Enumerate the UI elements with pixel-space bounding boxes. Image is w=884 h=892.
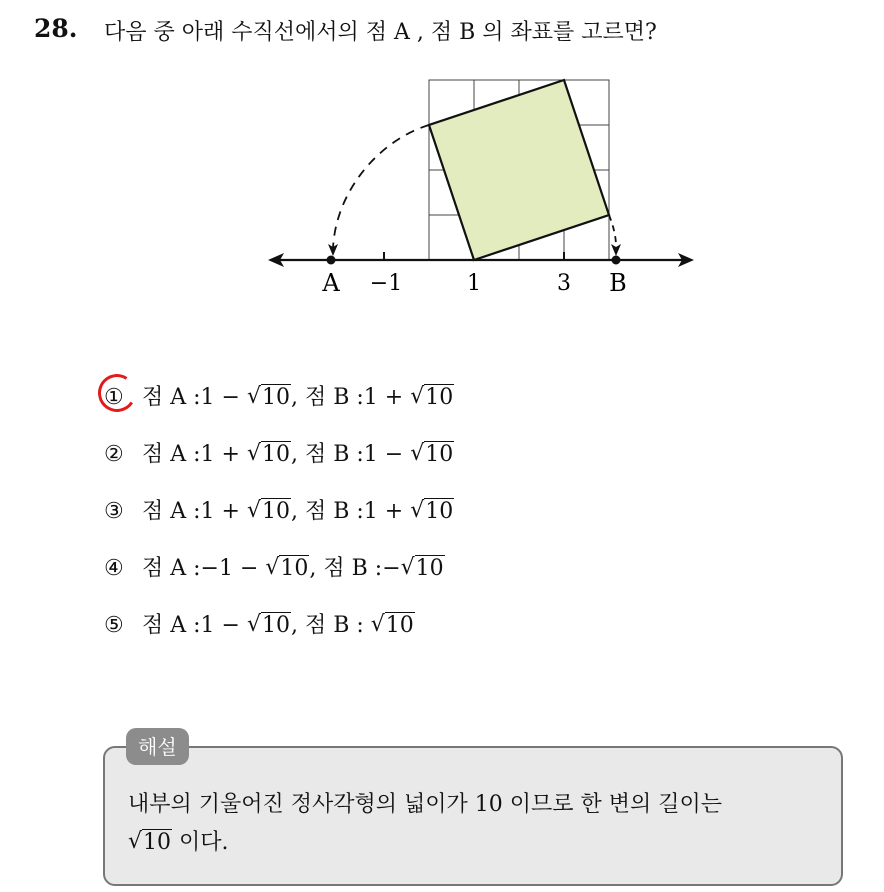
sqrt-icon: √ 10 bbox=[410, 499, 454, 524]
choice-b-expr: − bbox=[382, 556, 401, 581]
choice-number: ② bbox=[104, 442, 124, 467]
sqrt-icon: √ 10 bbox=[128, 824, 172, 862]
number-line-figure bbox=[0, 0, 884, 320]
sqrt-icon: √ 10 bbox=[247, 442, 291, 467]
label-3: 3 bbox=[557, 271, 571, 296]
explanation-text bbox=[128, 786, 828, 862]
sqrt-icon: √ 10 bbox=[247, 613, 291, 638]
choice-b-expr: 1 + bbox=[363, 499, 404, 524]
choice-b-expr: 1 − bbox=[363, 442, 404, 467]
tilted-square bbox=[429, 80, 609, 260]
explanation-line-1: 내부의 기울어진 정사각형의 넓이가 10 이므로 한 변의 길이는 bbox=[128, 792, 722, 817]
choice-number: ③ bbox=[104, 499, 124, 524]
choice-a-expr: 1 − bbox=[200, 613, 240, 638]
choice-a-prefix: 점 A : bbox=[142, 385, 201, 410]
choice-a-expr: 1 + bbox=[200, 499, 240, 524]
choice-b-expr: 1 + bbox=[363, 385, 404, 410]
choice-4[interactable] bbox=[104, 551, 454, 608]
sqrt-icon: √ 10 bbox=[371, 613, 415, 638]
sqrt-icon: √ 10 bbox=[247, 499, 291, 524]
choice-a-prefix: 점 A : bbox=[142, 556, 201, 581]
explanation-line-2 bbox=[128, 824, 828, 862]
sqrt-icon: √ 10 bbox=[410, 385, 454, 410]
choice-number: ④ bbox=[104, 556, 124, 581]
choice-5[interactable] bbox=[104, 608, 454, 665]
choice-b-prefix: , 점 B : bbox=[309, 556, 383, 581]
sqrt-icon: √ 10 bbox=[410, 442, 454, 467]
choice-a-prefix: 점 A : bbox=[142, 613, 201, 638]
label-1: 1 bbox=[467, 271, 481, 296]
choice-2[interactable] bbox=[104, 437, 454, 494]
choice-a-prefix: 점 A : bbox=[142, 499, 201, 524]
choice-number: ① bbox=[104, 385, 124, 410]
question-text: 다음 중 아래 수직선에서의 점 A , 점 B 의 좌표를 고르면? bbox=[104, 20, 657, 45]
choice-b-prefix: , 점 B : bbox=[290, 442, 364, 467]
choice-list bbox=[104, 380, 454, 665]
label-neg1: −1 bbox=[369, 271, 403, 296]
explanation-tag: 해설 bbox=[126, 728, 189, 765]
choice-a-expr: −1 − bbox=[200, 556, 259, 581]
choice-b-prefix: , 점 B : bbox=[290, 613, 364, 638]
arrow-to-b-icon bbox=[611, 244, 621, 256]
point-b-dot bbox=[612, 256, 621, 265]
choice-3[interactable] bbox=[104, 494, 454, 551]
sqrt-icon: √ 10 bbox=[247, 385, 291, 410]
point-a-dot bbox=[327, 256, 336, 265]
arc-to-b bbox=[609, 215, 616, 246]
arc-to-a bbox=[333, 125, 429, 248]
sqrt-icon: √ 10 bbox=[401, 556, 445, 581]
choice-number: ⑤ bbox=[104, 613, 124, 638]
choice-a-expr: 1 − bbox=[200, 385, 240, 410]
choice-a-expr: 1 + bbox=[200, 442, 240, 467]
choice-b-prefix: , 점 B : bbox=[290, 499, 364, 524]
label-a: A bbox=[322, 269, 340, 297]
label-b: B bbox=[609, 269, 627, 297]
sqrt-icon: √ 10 bbox=[265, 556, 309, 581]
question-number: 28. bbox=[34, 14, 78, 43]
choice-1[interactable] bbox=[104, 380, 454, 437]
choice-a-prefix: 점 A : bbox=[142, 442, 201, 467]
choice-b-prefix: , 점 B : bbox=[290, 385, 364, 410]
explanation-line-2-suffix: 이다. bbox=[172, 830, 229, 855]
